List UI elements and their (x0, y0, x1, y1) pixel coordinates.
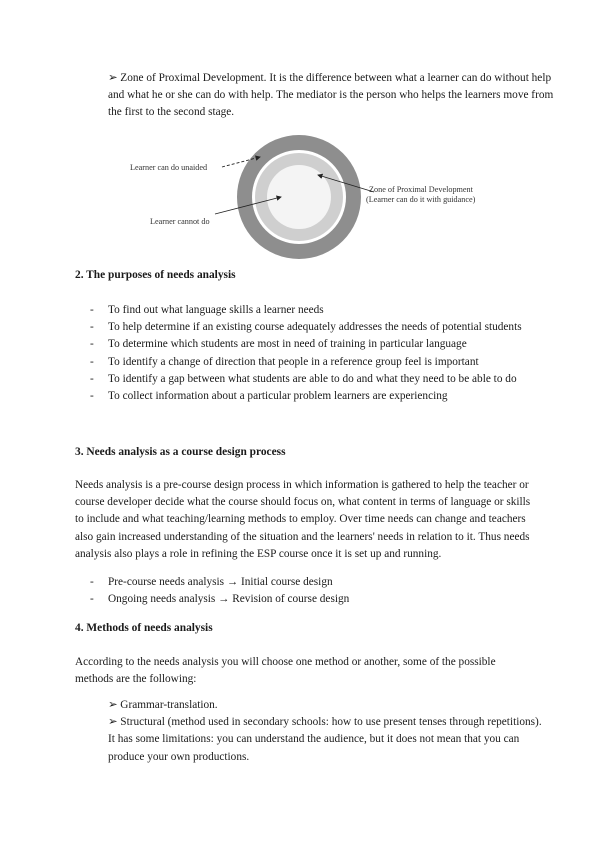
section3-paragraph: Needs analysis is a pre-course design process in which information is gathered to help the teacher or course developer decide what the course should focus on, what content in terms of language or skills to include and what teaching/learning methods to employ. Over time needs can change and teachers also gain increased understanding of the situation and the learners' needs in relation to it. Thus needs analysis also plays a role in refining the ESP course once it is set up and running. (75, 479, 531, 560)
zpd-paragraph (108, 70, 558, 122)
list-item: - To find out what language skills a learner needs (90, 304, 324, 316)
list-item: ➢ Grammar-translation. (108, 699, 218, 711)
arrow-bullet-icon: ➢ (108, 72, 118, 84)
zpd-diagram (118, 130, 498, 265)
zpd-text: Zone of Proximal Development. It is the difference between what a learner can do without help and what he or she can do with help. The mediator is the person who helps the learners move from the first to the second stage. (108, 72, 554, 119)
methods-list (108, 697, 543, 766)
list-item: ➢ Structural (method used in secondary schools: how to use present tenses through repetitions). It has some limitations: you can understand the audience, but it does not mean that you can produce your own productions. (108, 716, 542, 763)
list-item: - Ongoing needs analysis → Revision of course design (90, 593, 350, 606)
label-zpd-sub: (Learner can do it with guidance) (366, 195, 476, 204)
list-item: - To determine which students are most in need of training in particular language (90, 338, 467, 351)
label-can-do: Learner can do unaided (130, 163, 208, 172)
purposes-list (75, 302, 535, 405)
list-item: - To identify a gap between what students are able to do and what they need to be able to do (90, 372, 517, 385)
label-cannot: Learner cannot do (150, 217, 210, 226)
core-circle (267, 165, 331, 229)
section2-heading: 2. The purposes of needs analysis (75, 269, 236, 281)
list-item: - Pre-course needs analysis → Initial course design (90, 576, 333, 588)
section3-heading: 3. Needs analysis as a course design process (75, 446, 286, 458)
section4-paragraph: According to the needs analysis you will choose one method or another, some of the possible methods are the following: (75, 656, 496, 686)
course-design-list (75, 574, 535, 608)
list-item: - To collect information about a particular problem learners are experiencing (90, 390, 448, 403)
arrow-bullet-icon: ➢ (108, 699, 118, 711)
arrow-bullet-icon: ➢ (108, 716, 118, 729)
section4-heading: 4. Methods of needs analysis (75, 622, 213, 634)
list-item: - To identify a change of direction that people in a reference group feel is important (90, 355, 479, 368)
list-item: - To help determine if an existing course adequately addresses the needs of potential students (90, 321, 522, 334)
label-zpd: Zone of Proximal Development (369, 185, 473, 194)
